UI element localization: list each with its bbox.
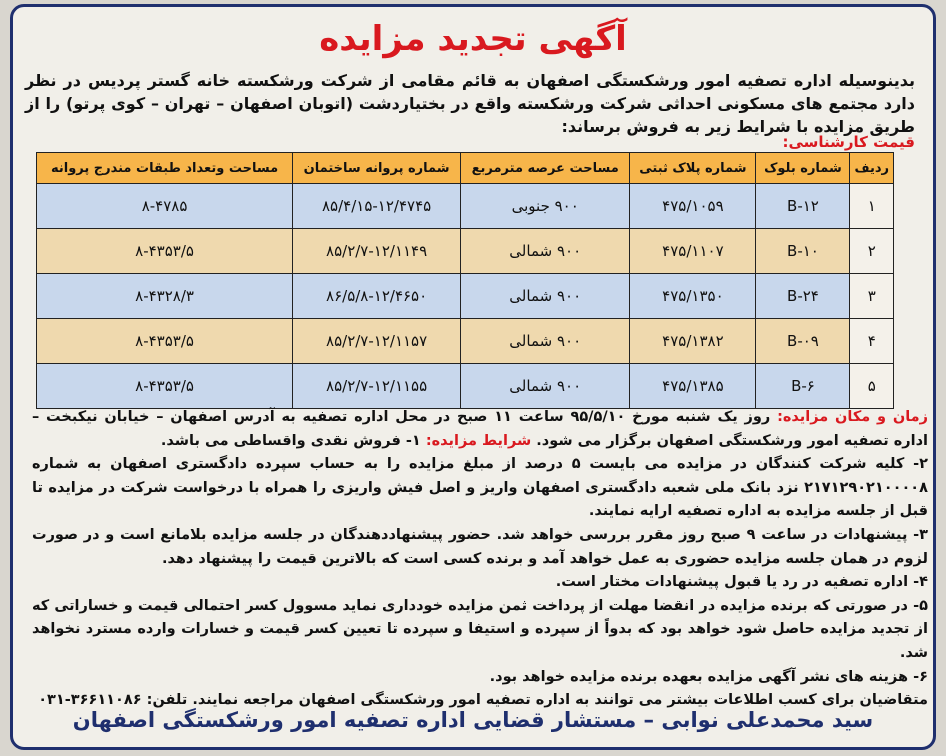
area-floors: ۸-۴۷۸۵ [37,184,293,229]
plate-number: ۴۷۵/۱۳۸۲ [630,319,756,364]
lots-table [36,152,894,409]
header-permit-number: شماره پروانه ساختمان [293,153,461,184]
land-area: ۹۰۰ شمالی [461,229,630,274]
row-number: ۳ [850,274,894,319]
table-row [37,184,894,229]
condition-4: ۴- اداره تصفیه در رد یا قبول پیشنهادات مختار است. [555,574,928,591]
condition-5: ۵- در صورتی که برنده مزایده در انقضا مهلت از پرداخت ثمن مزایده خودداری نماید مسوول کسر احتمالی قیمت و خساراتی که از تجدید مزایده حاصل شود خواهد بود که بدواً از سپرده و استیفا و سپرده تا تعیین کسر قیمت و خسارات وارده مسترد نخواهد شد. [32,597,928,661]
land-area: ۹۰۰ شمالی [461,364,630,409]
plate-number: ۴۷۵/۱۳۵۰ [630,274,756,319]
permit-number: ۸۵/۲/۷-۱۲/۱۱۵۵ [293,364,461,409]
block-number: B-۲۴ [756,274,850,319]
table-row [37,229,894,274]
condition-3: ۳- پیشنهادات در ساعت ۹ صبح روز مقرر بررسی خواهد شد. حضور پیشنهاددهندگان در جلسه مزایده بلامانع است و در صورت لزوم در همان جلسه مزایده حضوری به عمل خواهد آمد و برنده کسی است که بالاترین قیمت را پیشنهاد دهد. [32,526,929,567]
permit-number: ۸۵/۴/۱۵-۱۲/۴۷۴۵ [293,184,461,229]
table-row [37,319,894,364]
area-floors: ۸-۴۳۵۳/۵ [37,319,293,364]
permit-number: ۸۵/۲/۷-۱۲/۱۱۵۷ [293,319,461,364]
plate-number: ۴۷۵/۱۰۵۹ [630,184,756,229]
header-area-floors: مساحت وتعداد طبقات مندرج پروانه [37,153,293,184]
row-number: ۱ [850,184,894,229]
table-header-row [37,153,894,184]
header-plate-number: شماره پلاک ثبتی [630,153,756,184]
header-row-number: ردیف [850,153,894,184]
plate-number: ۴۷۵/۱۱۰۷ [630,229,756,274]
signature-line: سید محمدعلی نوابی – مستشار قضایی اداره تصفیه امور ورشکستگی اصفهان [72,708,874,732]
block-number: B-۱۰ [756,229,850,274]
contact-line: متقاضیان برای کسب اطلاعات بیشتر می توانند به اداره تصفیه امور ورشکستگی اصفهان مراجعه نمایند. تلفن: ۳۶۶۱۱۰۸۶-۰۳۱ [38,692,928,709]
time-place-label: زمان و مکان مزایده: [777,409,928,425]
row-number: ۵ [850,364,894,409]
plate-number: ۴۷۵/۱۳۸۵ [630,364,756,409]
conditions-label: شرایط مزایده: [425,432,537,449]
area-floors: ۸-۴۳۲۸/۳ [37,274,293,319]
expert-price-label: قیمت کارشناسی: [782,133,915,151]
land-area: ۹۰۰ شمالی [461,274,630,319]
block-number: B-۰۹ [756,319,850,364]
intro-paragraph: بدینوسیله اداره تصفیه امور ورشکستگی اصفهان به قائم مقامی از شرکت ورشکسته خانه گستر پردیس در نظر دارد مجتمع های مسکونی احداثی شرکت ورشکسته واقع در بختیاردشت (اتوبان اصفهان – تهران – کوی پرتو) را از طریق مزایده با شرایط زیر به فروش برساند: [25,71,915,136]
table-row [37,274,894,319]
block-number: B-۶ [756,364,850,409]
condition-2: ۲- کلیه شرکت کنندگان در مزایده می بایست ۵ درصد از مبلغ مزایده را به حساب سپرده دادگستری اصفهان به شماره ۲۱۷۱۲۹۰۲۱۰۰۰۰۸ نزد بانک ملی شعبه دادگستری اصفهان واریز و اصل فیش واریزی را همراه با درخواست شرکت در مزایده تا قبل از جلسه مزایده به اداره تصفیه ارایه نمایند. [32,456,928,520]
header-land-area: مساحت عرصه مترمربع [461,153,630,184]
block-number: B-۱۲ [756,184,850,229]
area-floors: ۸-۴۳۵۳/۵ [37,229,293,274]
condition-1: ۱- فروش نقدی واقساطی می باشد. [160,432,426,449]
header-block-number: شماره بلوک [756,153,850,184]
notice-title: آگهی تجدید مزایده [319,19,627,59]
condition-6: ۶- هزینه های نشر آگهی مزایده بعهده برنده مزایده خواهد بود. [489,668,928,685]
row-number: ۲ [850,229,894,274]
area-floors: ۸-۴۳۵۳/۵ [37,364,293,409]
permit-number: ۸۵/۲/۷-۱۲/۱۱۴۹ [293,229,461,274]
land-area: ۹۰۰ جنوبی [461,184,630,229]
table-row [37,364,894,409]
row-number: ۴ [850,319,894,364]
time-place-paragraph [32,406,928,453]
permit-number: ۸۶/۵/۸-۱۲/۴۶۵۰ [293,274,461,319]
conditions-body [32,406,928,713]
time-place-text: روز یک شنبه مورخ ۹۵/۵/۱۰ ساعت ۱۱ صبح در محل اداره تصفیه به آدرس اصفهان – خیابان نیکبخت – اداره تصفیه امور ورشکستگی اصفهان برگزار می شود. [32,409,928,449]
land-area: ۹۰۰ شمالی [461,319,630,364]
